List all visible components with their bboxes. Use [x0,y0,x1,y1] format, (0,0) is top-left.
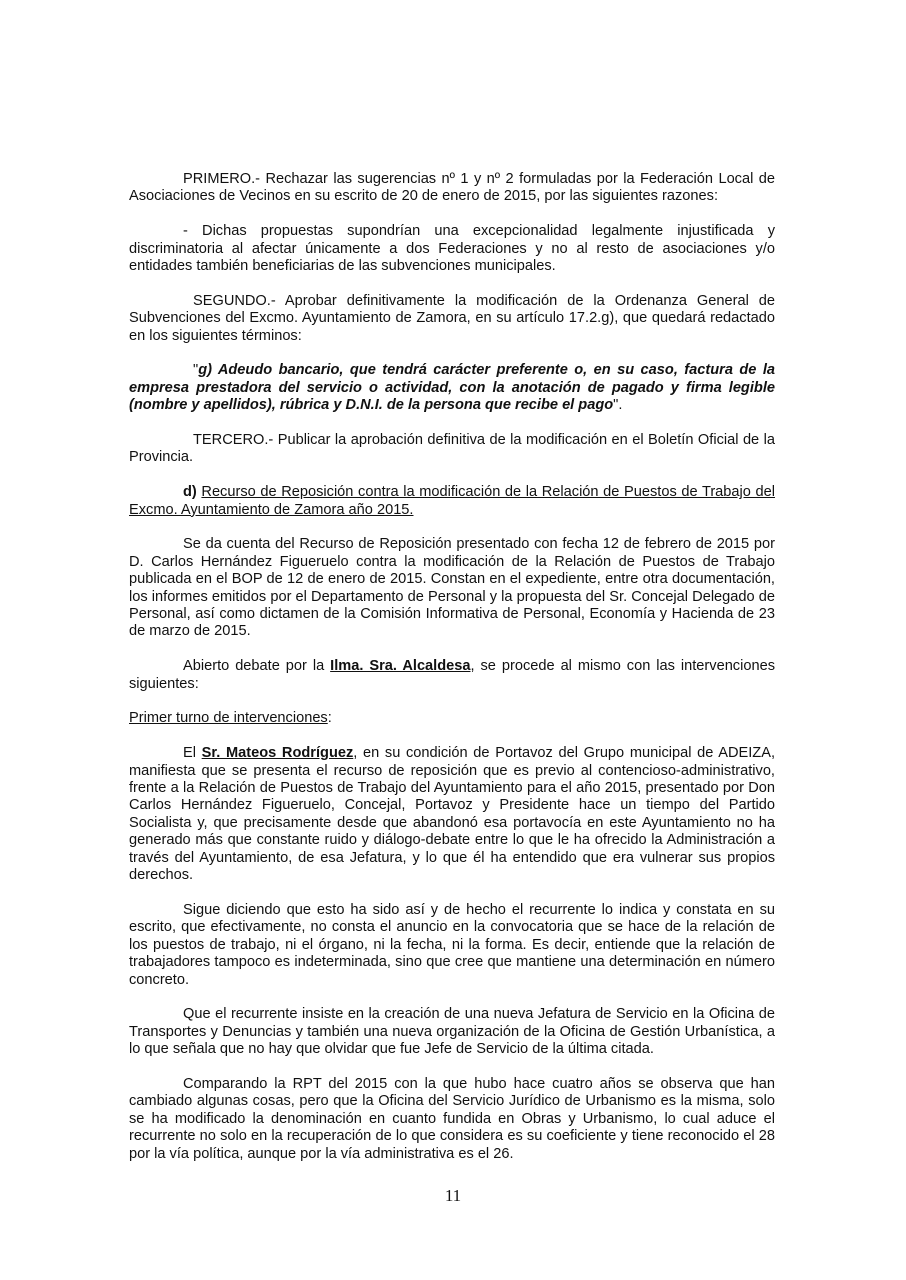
document-body [129,171,775,1180]
paragraph-comparando: Comparando la RPT del 2015 con la que hubo hace cuatro años se observa que han cambiado algunas cosas, pero que la Oficina del Servicio Jurídico de Urbanismo es la misma, solo se ha modificado la denominación en cuanto fundida en Obras y Urbanismo, lo cual aduce el recurrente no solo en la recuperación de lo que considera es su coeficiente y tiene reconocido el 28 por la vía política, aunque por la vía administrativa es el 26. [129,1075,775,1162]
speaker-name: Sr. Mateos Rodríguez [201,745,354,762]
paragraph-quote [129,362,775,414]
quote-close: ". [613,397,623,414]
quote-open: " [193,362,199,379]
paragraph-razon: - Dichas propuestas supondrían una excepcionalidad legalmente injustificada y discriminatoria al afectar únicamente a dos Federaciones y no al resto de asociaciones y/o entidades también beneficiarias de las subvenciones municipales. [129,223,775,275]
paragraph-debate [129,658,775,693]
text-span: , en su condición de Portavoz del Grupo municipal de ADEIZA, manifiesta que se presenta el recurso de reposición que es previo al contencioso-administrativo, frente a la Relación de Puestos de Trabajo del Ayuntamiento para el año 2015, presentado por Don Carlos Hernández Figueruelo, Concejal, Portavoz y Presidente hace un tiempo del Partido Socialista y, que precisamente desde que abandonó esa portavocía en este Ayuntamiento no ha generado más que constante ruido y diálogo-debate entre lo que le ha ofrecido la Administración a través del Ayuntamiento, de esa Jefatura, y lo que él ha entendido que era vulnerar sus propios derechos. [129,745,776,884]
subheading-text: Primer turno de intervenciones [129,710,328,727]
speaker-name: Ilma. Sra. Alcaldesa [330,658,471,675]
paragraph-recurso: Se da cuenta del Recurso de Reposición presentado con fecha 12 de febrero de 2015 por D. Carlos Hernández Figueruelo contra la modificación de la Relación de Puestos de Trabajo publicada en el BOP de 12 de enero de 2015. Constan en el expediente, entre otra documentación, los informes emitidos por el Departamento de Personal y la propuesta del Sr. Concejal Delegado de Personal, así como dictamen de la Comisión Informativa de Personal, Economía y Hacienda de 23 de marzo de 2015. [129,536,775,640]
section-title: Recurso de Reposición contra la modificación de la Relación de Puestos de Trabajo del Excmo. Ayuntamiento de Zamora año 2015. [129,484,775,518]
paragraph-tercero: TERCERO.- Publicar la aprobación definitiva de la modificación en el Boletín Oficial de la Provincia. [129,432,775,466]
subheading-colon: : [327,710,332,727]
text-span: Abierto debate por la [183,658,331,675]
page-number: 11 [444,1186,462,1205]
text-span: El [183,745,202,762]
section-label: d) [183,484,197,501]
paragraph-sigue: Sigue diciendo que esto ha sido así y de hecho el recurrente lo indica y constata en su escrito, que efectivamente, no consta el anuncio en la convocatoria que se hace de la relación de los puestos de trabajo, ni el órgano, ni la fecha, ni la forma. Es decir, entiende que la relación de trabajadores tampoco es indeterminada, sino que cree que mantiene una determinación en número concreto. [129,901,775,988]
subheading-primer-turno [129,710,775,727]
section-heading-d [129,484,775,519]
paragraph-recurrente: Que el recurrente insiste en la creación de una nueva Jefatura de Servicio en la Oficina de Transportes y Denuncias y también una nueva organización de la Oficina de Gestión Urbanística, a lo que señala que no hay que olvidar que fue Jefe de Servicio de la última citada. [129,1006,775,1058]
paragraph-mateos [129,745,775,884]
quoted-text: g) Adeudo bancario, que tendrá carácter preferente o, en su caso, factura de la empresa prestadora del servicio o actividad, con la anotación de pagado y firma legible (nombre y apellidos), rúbrica y D.N.I. de la persona que recibe el pago [129,362,775,414]
paragraph-segundo: SEGUNDO.- Aprobar definitivamente la modificación de la Ordenanza General de Subvenciones del Excmo. Ayuntamiento de Zamora, en su artículo 17.2.g), que quedará redactado en los siguientes términos: [129,292,775,344]
text-span: , se procede al mismo con las intervenciones siguientes: [129,658,775,692]
paragraph-primero: PRIMERO.- Rechazar las sugerencias nº 1 y nº 2 formuladas por la Federación Local de Asociaciones de Vecinos en su escrito de 20 de enero de 2015, por las siguientes razones: [129,171,775,205]
